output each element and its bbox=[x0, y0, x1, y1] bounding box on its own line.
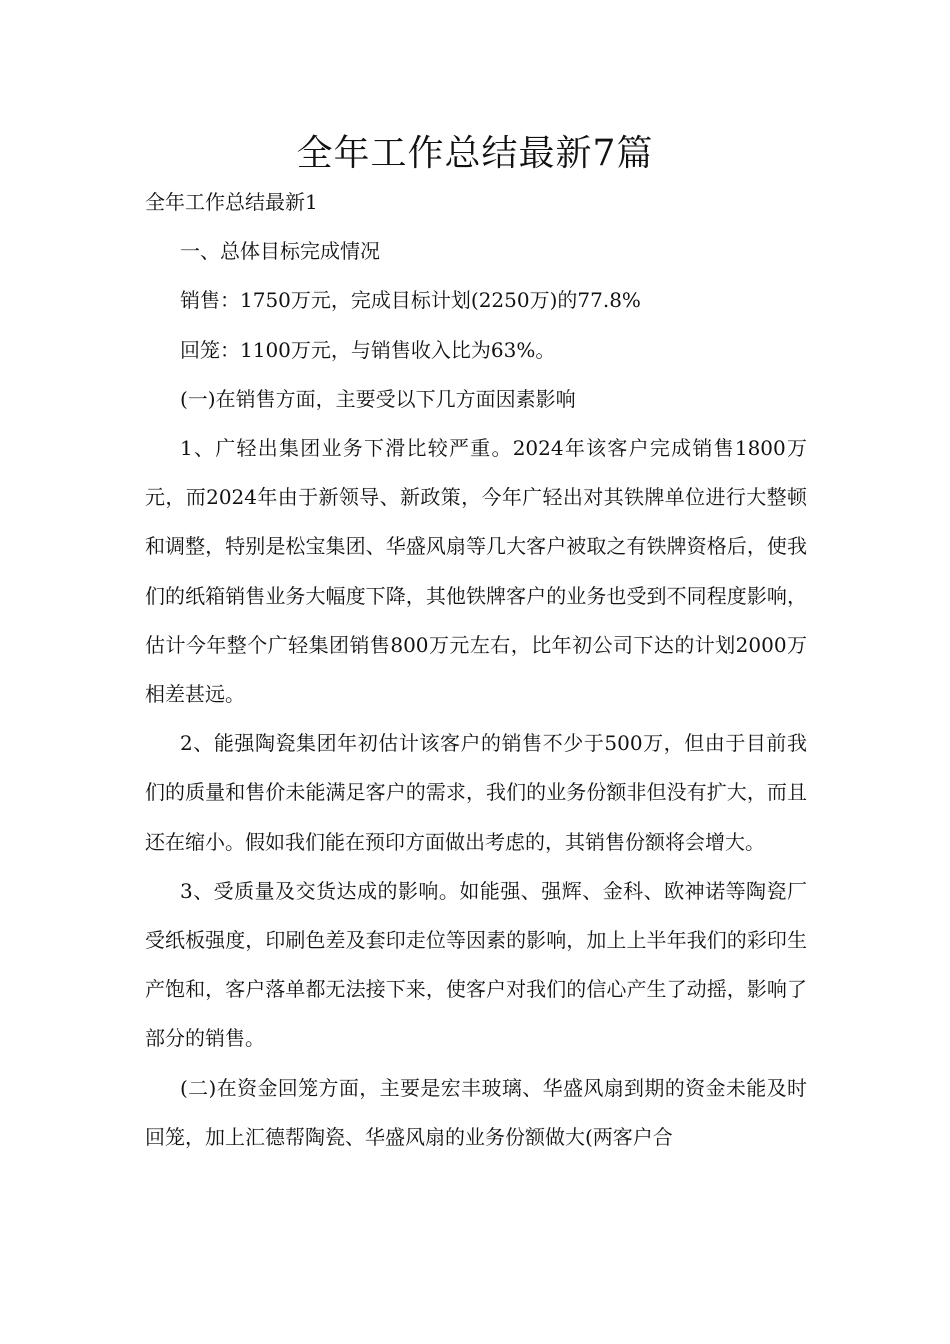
section-heading: 全年工作总结最新1 bbox=[145, 190, 318, 214]
paragraph-factor-3: 3、受质量及交货达成的影响。如能强、强辉、金科、欧神诺等陶瓷厂受纸板强度，印刷色差及套印走位等因素的影响，加上上半年我们的彩印生产饱和，客户落单都无法接下来，使客户对我们的信心产生了动摇，影响了部分的销售。 bbox=[145, 878, 807, 1051]
document-body bbox=[145, 178, 807, 1162]
paragraph-overall-goals: 一、总体目标完成情况 bbox=[180, 239, 380, 264]
paragraph-sales-factors-heading: (一)在销售方面，主要受以下几方面因素影响 bbox=[180, 386, 576, 411]
paragraph-sales: 销售：1750万元，完成目标计划(2250万)的77.8% bbox=[180, 288, 641, 313]
paragraph-collection: 回笼：1100万元，与销售收入比为63%。 bbox=[180, 337, 556, 362]
document-title: 全年工作总结最新7篇 bbox=[296, 133, 654, 174]
paragraph-factor-2: 2、能强陶瓷集团年初估计该客户的销售不少于500万，但由于目前我们的质量和售价未能满足客户的需求，我们的业务份额非但没有扩大，而且还在缩小。假如我们能在预印方面做出考虑的，其销售份额将会增大。 bbox=[145, 731, 807, 854]
paragraph-collection-factors: (二)在资金回笼方面，主要是宏丰玻璃、华盛风扇到期的资金未能及时回笼，加上汇德帮陶瓷、华盛风扇的业务份额做大(两客户合 bbox=[145, 1075, 807, 1149]
paragraph-factor-1: 1、广轻出集团业务下滑比较严重。2024年该客户完成销售1800万元，而2024年由于新领导、新政策，今年广轻出对其铁牌单位进行大整顿和调整，特别是松宝集团、华盛风扇等几大客户被取之有铁牌资格后，使我们的纸箱销售业务大幅度下降，其他铁牌客户的业务也受到不同程度影响，估计今年整个广轻集团销售800万元左右，比年初公司下达的计划2000万相差甚远。 bbox=[145, 436, 807, 707]
